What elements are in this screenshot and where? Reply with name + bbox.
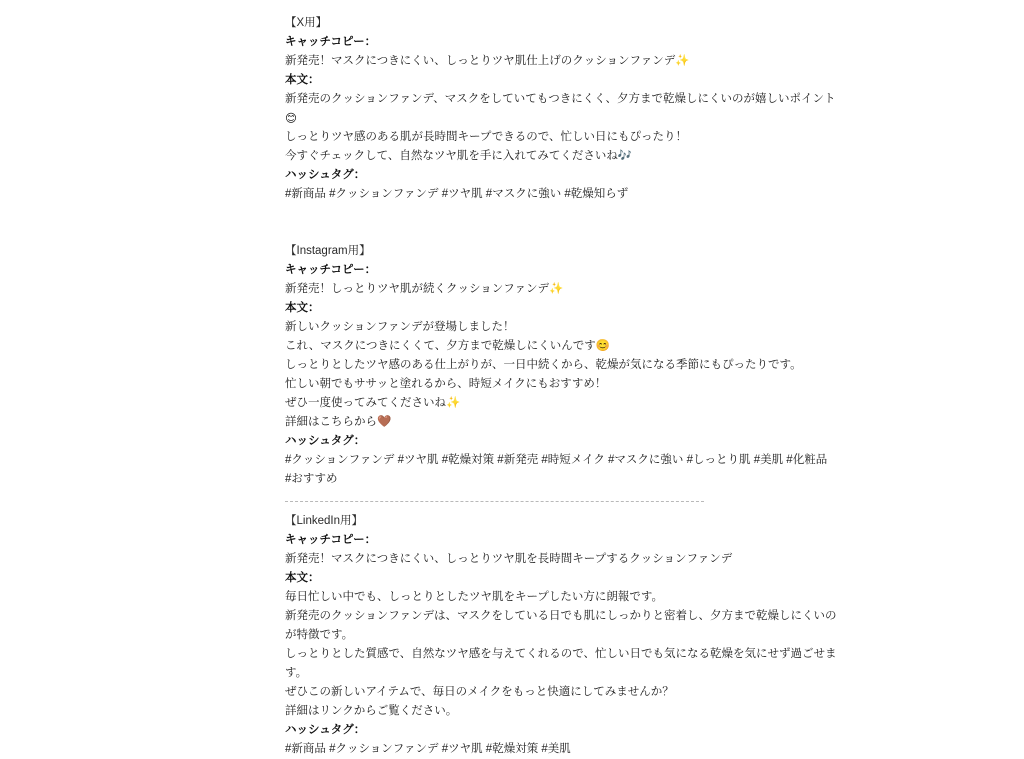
document-body bbox=[285, 14, 837, 759]
section-heading: 【X用】 bbox=[285, 17, 328, 29]
body-text-line: す。 bbox=[285, 667, 308, 679]
hashtag-text: #クッションファンデ #ツヤ肌 #乾燥対策 #新発売 #時短メイク #マスクに強い #しっとり肌 #美肌 #化粧品 bbox=[285, 454, 828, 466]
catchcopy-label: キャッチコピー： bbox=[285, 264, 377, 276]
catchcopy-label: キャッチコピー： bbox=[285, 534, 377, 546]
hashtag-label: ハッシュタグ： bbox=[285, 435, 366, 447]
section-heading: 【Instagram用】 bbox=[285, 245, 371, 257]
body-text-line: ぜひこの新しいアイテムで、毎日のメイクをもっと快適にしてみませんか？ bbox=[285, 686, 674, 698]
body-text-line: 新発売のクッションファンデは、マスクをしている日でも肌にしっかりと密着し、夕方まで乾燥しにくいの bbox=[285, 610, 837, 622]
body-text-line: 毎日忙しい中でも、しっとりとしたツヤ肌をキープしたい方に朗報です。 bbox=[285, 591, 664, 603]
hashtag-text: #新商品 #クッションファンデ #ツヤ肌 #マスクに強い #乾燥知らず bbox=[285, 188, 629, 200]
body-text-line: これ、マスクにつきにくくて、夕方まで乾燥しにくいんです😊 bbox=[285, 340, 611, 352]
catchcopy-text: 新発売！しっとりツヤ肌が続くクッションファンデ✨ bbox=[285, 283, 564, 295]
catchcopy-text: 新発売！マスクにつきにくい、しっとりツヤ肌を長時間キープするクッションファンデ bbox=[285, 553, 733, 565]
body-text-line: 詳細はこちらから🤎 bbox=[285, 416, 392, 428]
hashtag-label: ハッシュタグ： bbox=[285, 724, 366, 736]
body-text-line: しっとりとした質感で、自然なツヤ感を与えてくれるので、忙しい日でも気になる乾燥を気にせず過ごせま bbox=[285, 648, 837, 660]
body-label: 本文： bbox=[285, 572, 320, 584]
body-text-line: しっとりツヤ感のある肌が長時間キープできるので、忙しい日にもぴったり！ bbox=[285, 131, 688, 143]
section-x bbox=[285, 14, 836, 204]
body-text-line: 忙しい朝でもササッと塗れるから、時短メイクにもおすすめ！ bbox=[285, 378, 607, 390]
body-label: 本文： bbox=[285, 302, 320, 314]
hashtag-text: #新商品 #クッションファンデ #ツヤ肌 #乾燥対策 #美肌 bbox=[285, 743, 571, 755]
section-heading: 【LinkedIn用】 bbox=[285, 515, 363, 527]
body-text-line: 詳細はリンクからご覧ください。 bbox=[285, 705, 458, 717]
body-text-line: ぜひ一度使ってみてくださいね✨ bbox=[285, 397, 461, 409]
body-text-line: しっとりとしたツヤ感のある仕上がりが、一日中続くから、乾燥が気になる季節にもぴったりです。 bbox=[285, 359, 802, 371]
hashtag-label: ハッシュタグ： bbox=[285, 169, 366, 181]
hashtag-text: #おすすめ bbox=[285, 473, 338, 485]
section-divider bbox=[285, 501, 704, 502]
body-label: 本文： bbox=[285, 74, 320, 86]
body-text-line: 😊 bbox=[285, 111, 297, 125]
section-instagram bbox=[285, 242, 828, 489]
body-text-line: 新発売のクッションファンデ、マスクをしていてもつきにくく、夕方まで乾燥しにくいのが嬉しいポイント bbox=[285, 93, 836, 105]
section-linkedin bbox=[285, 512, 837, 759]
body-text-line: 今すぐチェックして、自然なツヤ肌を手に入れてみてくださいね🎶 bbox=[285, 150, 633, 162]
body-text-line: 新しいクッションファンデが登場しました！ bbox=[285, 321, 515, 333]
section-gap bbox=[285, 204, 705, 242]
catchcopy-label: キャッチコピー： bbox=[285, 36, 377, 48]
body-text-line: が特徴です。 bbox=[285, 629, 354, 641]
catchcopy-text: 新発売！マスクにつきにくい、しっとりツヤ肌仕上げのクッションファンデ✨ bbox=[285, 55, 690, 67]
